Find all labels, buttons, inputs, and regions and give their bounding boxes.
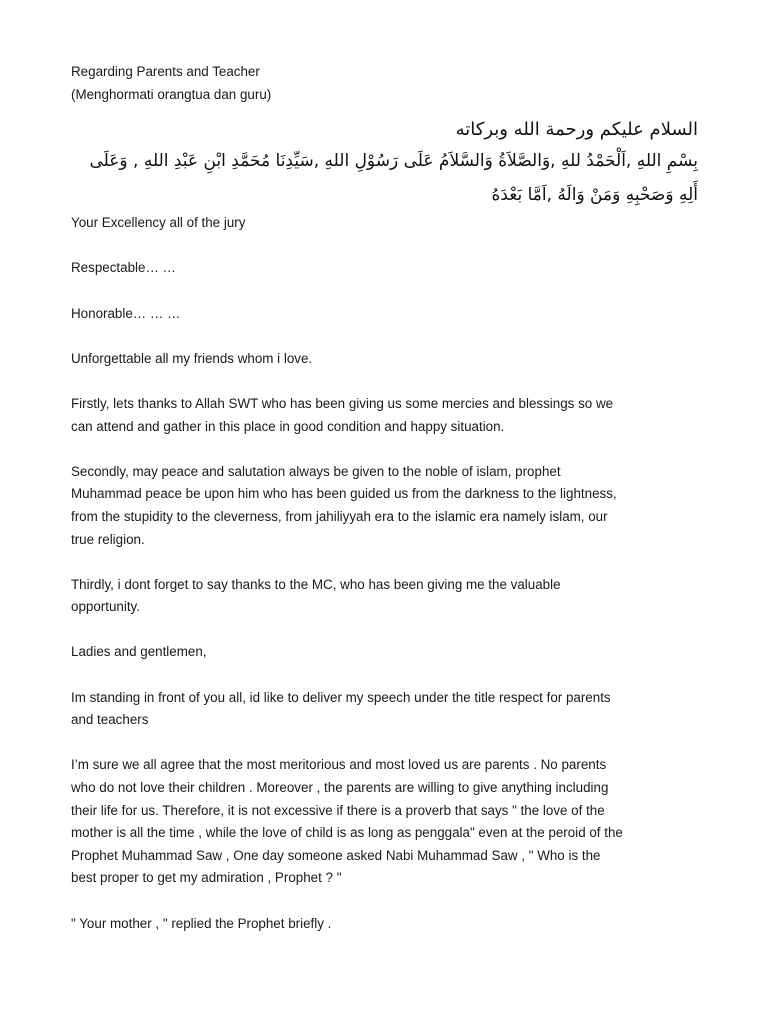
paragraph-line: and teachers <box>71 712 149 728</box>
paragraph-line: Muhammad peace be upon him who has been guided us from the darkness to the lightness, <box>71 486 617 502</box>
arabic-opening-prayer: بِسْمِ اللهِ ,اَلْحَمْدُ للهِ ,وَالصَّلاَةُ وَالسَّلاَمُ عَلَى رَسُوْلِ اللهِ ,سَيِّدِنَا مُحَمَّدِ ابْنِ عَبْدِ اللهِ , وَعَلَى أَلِهِ وَصَحْبِهِ وَمَنْ وَالَهُ ,اَمَّا بَعْدَهُ <box>89 151 698 206</box>
document-title: Regarding Parents and Teacher <box>71 64 260 79</box>
paragraph-line: Im standing in front of you all, id like to deliver my speech under the title respect for parents <box>71 689 611 705</box>
paragraph-respectable: Respectable… … <box>71 260 176 276</box>
paragraph-jury: Your Excellency all of the jury <box>71 215 246 231</box>
paragraph-line: mother is all the time , while the love of child is as long as penggala" even at the peroid of the <box>71 825 623 841</box>
paragraph-line: Prophet Muhammad Saw , One day someone asked Nabi Muhammad Saw , " Who is the <box>71 847 601 863</box>
paragraph-line: opportunity. <box>71 599 140 615</box>
document-subtitle: (Menghormati orangtua dan guru) <box>71 86 272 102</box>
paragraph-your-mother: " Your mother , " replied the Prophet briefly . <box>71 915 332 931</box>
paragraph-line: can attend and gather in this place in good condition and happy situation. <box>71 418 505 434</box>
paragraph-line: who do not love their children . Moreover , the parents are willing to give anything including <box>71 780 609 796</box>
paragraph-line: from the stupidity to the cleverness, from jahiliyyah era to the islamic era namely islam, our <box>71 508 608 524</box>
paragraph-speech-title <box>71 687 711 732</box>
paragraph-friends: Unforgettable all my friends whom i love. <box>71 350 313 366</box>
arabic-greeting: السلام عليكم ورحمة الله وبركاته <box>455 119 698 141</box>
paragraph-line: Thirdly, i dont forget to say thanks to the MC, who has been giving me the valuable <box>71 576 561 592</box>
paragraph-secondly <box>71 461 711 551</box>
document-page <box>71 61 711 935</box>
paragraph-ladies-gentlemen: Ladies and gentlemen, <box>71 644 207 660</box>
paragraph-thirdly <box>71 574 711 619</box>
document-header <box>71 61 711 106</box>
paragraph-line: true religion. <box>71 531 145 547</box>
paragraph-line: Firstly, lets thanks to Allah SWT who has been giving us some mercies and blessings so we <box>71 395 614 411</box>
paragraph-parents <box>71 754 711 890</box>
paragraph-line: I’m sure we all agree that the most meritorious and most loved us are parents . No parents <box>71 757 607 773</box>
paragraph-firstly <box>71 393 711 438</box>
paragraph-honorable: Honorable… … … <box>71 305 181 321</box>
paragraph-line: Secondly, may peace and salutation always be given to the noble of islam, prophet <box>71 463 561 479</box>
paragraph-line: their life for us. Therefore, it is not excessive if there is a proverb that says " the love of the <box>71 802 605 818</box>
paragraph-line: best proper to get my admiration , Prophet ? " <box>71 870 342 886</box>
